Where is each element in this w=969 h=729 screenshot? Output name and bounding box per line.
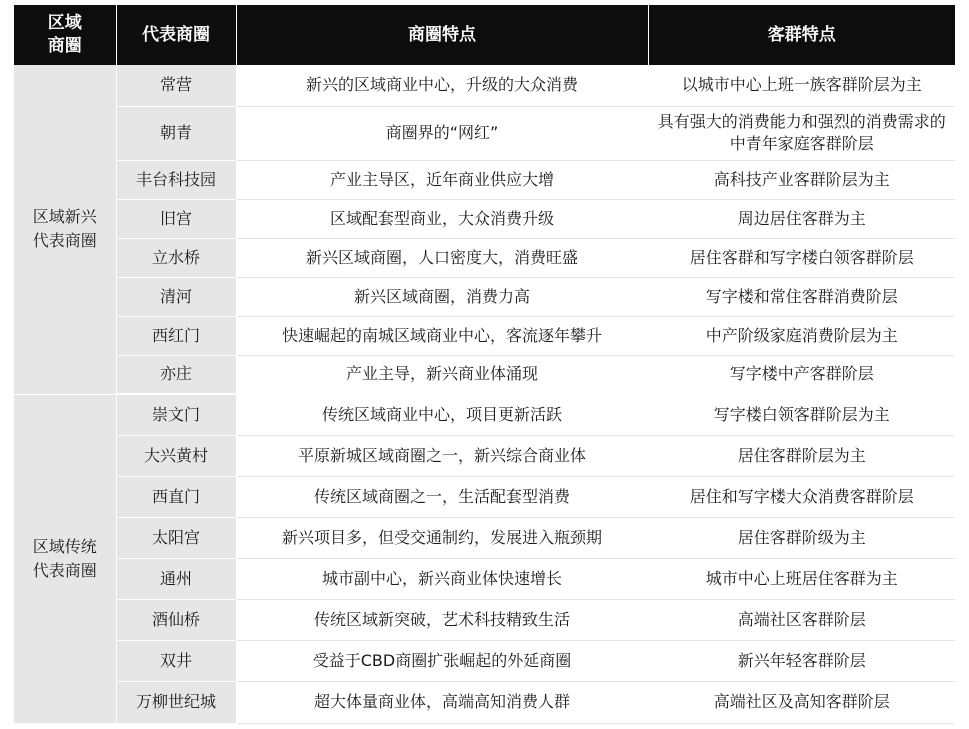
district-name: 崇文门 (116, 394, 236, 435)
district-name: 万柳世纪城 (116, 681, 236, 723)
district-name: 西直门 (116, 476, 236, 517)
business-district-table (14, 5, 955, 724)
district-customers: 高科技产业客群阶层为主 (648, 160, 955, 199)
header-features: 商圈特点 (236, 5, 648, 65)
business-district-table-container (14, 5, 955, 724)
district-features: 商圈界的“网红” (236, 106, 648, 160)
district-name: 通州 (116, 558, 236, 599)
district-customers: 写字楼中产客群阶层 (648, 355, 955, 394)
group-label-emerging: 区域新兴 代表商圈 (14, 65, 116, 394)
table-row (14, 160, 955, 199)
table-row (14, 681, 955, 723)
table-row (14, 106, 955, 160)
table-row (14, 517, 955, 558)
district-name: 朝青 (116, 106, 236, 160)
district-features: 区域配套型商业，大众消费升级 (236, 199, 648, 238)
district-name: 酒仙桥 (116, 599, 236, 640)
district-features: 传统区域商圈之一，生活配套型消费 (236, 476, 648, 517)
district-name: 双井 (116, 640, 236, 681)
district-name: 太阳宫 (116, 517, 236, 558)
district-features: 城市副中心，新兴商业体快速增长 (236, 558, 648, 599)
district-features: 快速崛起的南城区域商业中心，客流逐年攀升 (236, 316, 648, 355)
district-name: 亦庄 (116, 355, 236, 394)
table-row (14, 476, 955, 517)
district-features: 超大体量商业体，高端高知消费人群 (236, 681, 648, 723)
district-name: 大兴黄村 (116, 435, 236, 476)
district-features: 受益于CBD商圈扩张崛起的外延商圈 (236, 640, 648, 681)
district-features: 平原新城区域商圈之一，新兴综合商业体 (236, 435, 648, 476)
district-features: 新兴的区域商业中心，升级的大众消费 (236, 65, 648, 106)
district-customers: 居住和写字楼大众消费客群阶层 (648, 476, 955, 517)
header-region: 区域 商圈 (14, 5, 116, 65)
district-features: 产业主导区，近年商业供应大增 (236, 160, 648, 199)
table-row (14, 277, 955, 316)
district-features: 新兴区域商圈，消费力高 (236, 277, 648, 316)
header-representative: 代表商圈 (116, 5, 236, 65)
table-header-row (14, 5, 955, 65)
district-customers: 居住客群阶级为主 (648, 517, 955, 558)
table-row (14, 640, 955, 681)
table-row (14, 238, 955, 277)
table-row (14, 394, 955, 435)
district-name: 常营 (116, 65, 236, 106)
district-features: 传统区域商业中心，项目更新活跃 (236, 394, 648, 435)
district-customers: 写字楼白领客群阶层为主 (648, 394, 955, 435)
table-row (14, 199, 955, 238)
group-label-traditional: 区域传统 代表商圈 (14, 394, 116, 723)
district-customers: 居住客群和写字楼白领客群阶层 (648, 238, 955, 277)
district-customers: 具有强大的消费能力和强烈的消费需求的中青年家庭客群阶层 (648, 106, 955, 160)
district-features: 传统区域新突破，艺术科技精致生活 (236, 599, 648, 640)
table-row (14, 558, 955, 599)
table-row (14, 316, 955, 355)
district-name: 丰台科技园 (116, 160, 236, 199)
district-name: 清河 (116, 277, 236, 316)
table-row (14, 599, 955, 640)
district-customers: 居住客群阶层为主 (648, 435, 955, 476)
header-customers: 客群特点 (648, 5, 955, 65)
district-name: 立水桥 (116, 238, 236, 277)
district-customers: 城市中心上班居住客群为主 (648, 558, 955, 599)
district-name: 西红门 (116, 316, 236, 355)
district-customers: 周边居住客群为主 (648, 199, 955, 238)
table-row (14, 355, 955, 394)
district-customers: 写字楼和常住客群消费阶层 (648, 277, 955, 316)
district-features: 新兴项目多，但受交通制约，发展进入瓶颈期 (236, 517, 648, 558)
district-features: 新兴区域商圈，人口密度大，消费旺盛 (236, 238, 648, 277)
district-customers: 高端社区客群阶层 (648, 599, 955, 640)
district-customers: 以城市中心上班一族客群阶层为主 (648, 65, 955, 106)
district-customers: 中产阶级家庭消费阶层为主 (648, 316, 955, 355)
table-row (14, 435, 955, 476)
table-row (14, 65, 955, 106)
district-customers: 高端社区及高知客群阶层 (648, 681, 955, 723)
district-name: 旧宫 (116, 199, 236, 238)
district-features: 产业主导，新兴商业体涌现 (236, 355, 648, 394)
district-customers: 新兴年轻客群阶层 (648, 640, 955, 681)
